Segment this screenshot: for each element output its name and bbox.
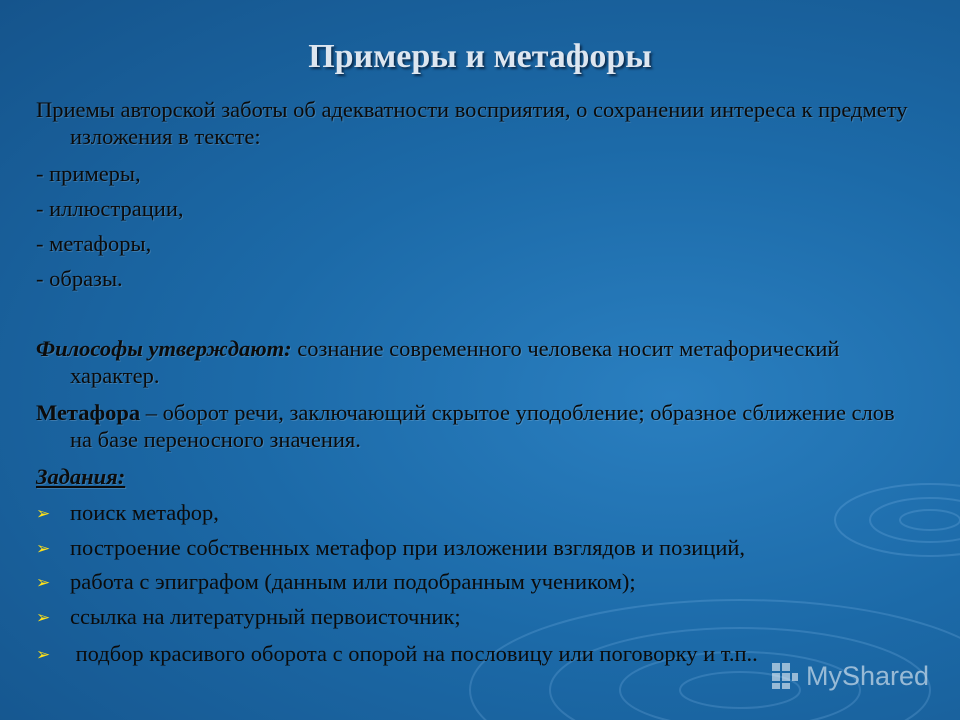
task-item [36,568,936,596]
philosophers-label: Философы утверждают: [36,336,292,361]
intro-text: Приемы авторской заботы об адекватности восприятия, о сохранении интереса к предмету изложения в тексте: [36,97,908,149]
watermark-text: MyShared [806,660,930,691]
tasks-heading [36,463,916,490]
task-item [36,534,936,562]
myshared-logo-icon [770,661,800,691]
slide-title: Примеры и метафоры [308,38,652,75]
metaphor-definition [36,399,916,453]
arrow-bullet-icon: ➢ [36,645,51,664]
arrow-bullet-icon: ➢ [36,608,51,627]
list-item: - образы. [36,266,123,291]
task-text: построение собственных метафор при изложении взглядов и позиций, [70,535,746,560]
tasks-heading-text: Задания: [36,464,126,489]
philosophers-paragraph [36,335,916,389]
metaphor-text: – оборот речи, заключающий скрытое уподобление; образное сближение слов на базе переносного значения. [70,400,895,452]
list-item: - иллюстрации, [36,196,184,221]
philosophers-text: сознание современного человека носит метафорический характер. [70,336,840,388]
task-text: работа с эпиграфом (данным или подобранным учеником); [70,569,636,594]
task-text: ссылка на литературный первоисточник; [70,604,461,629]
arrow-bullet-icon: ➢ [36,539,51,558]
task-text: подбор красивого оборота с опорой на пословицу или поговорку и т.п.. [70,641,758,666]
list-item: - метафоры, [36,231,152,256]
task-text: поиск метафор, [70,500,219,525]
intro-paragraph [36,96,916,150]
arrow-bullet-icon: ➢ [36,504,51,523]
task-item [36,603,936,631]
arrow-bullet-icon: ➢ [36,573,51,592]
list-item: - примеры, [36,161,141,186]
myshared-watermark [770,660,929,692]
metaphor-term: Метафора [36,400,141,425]
task-item [36,499,936,527]
